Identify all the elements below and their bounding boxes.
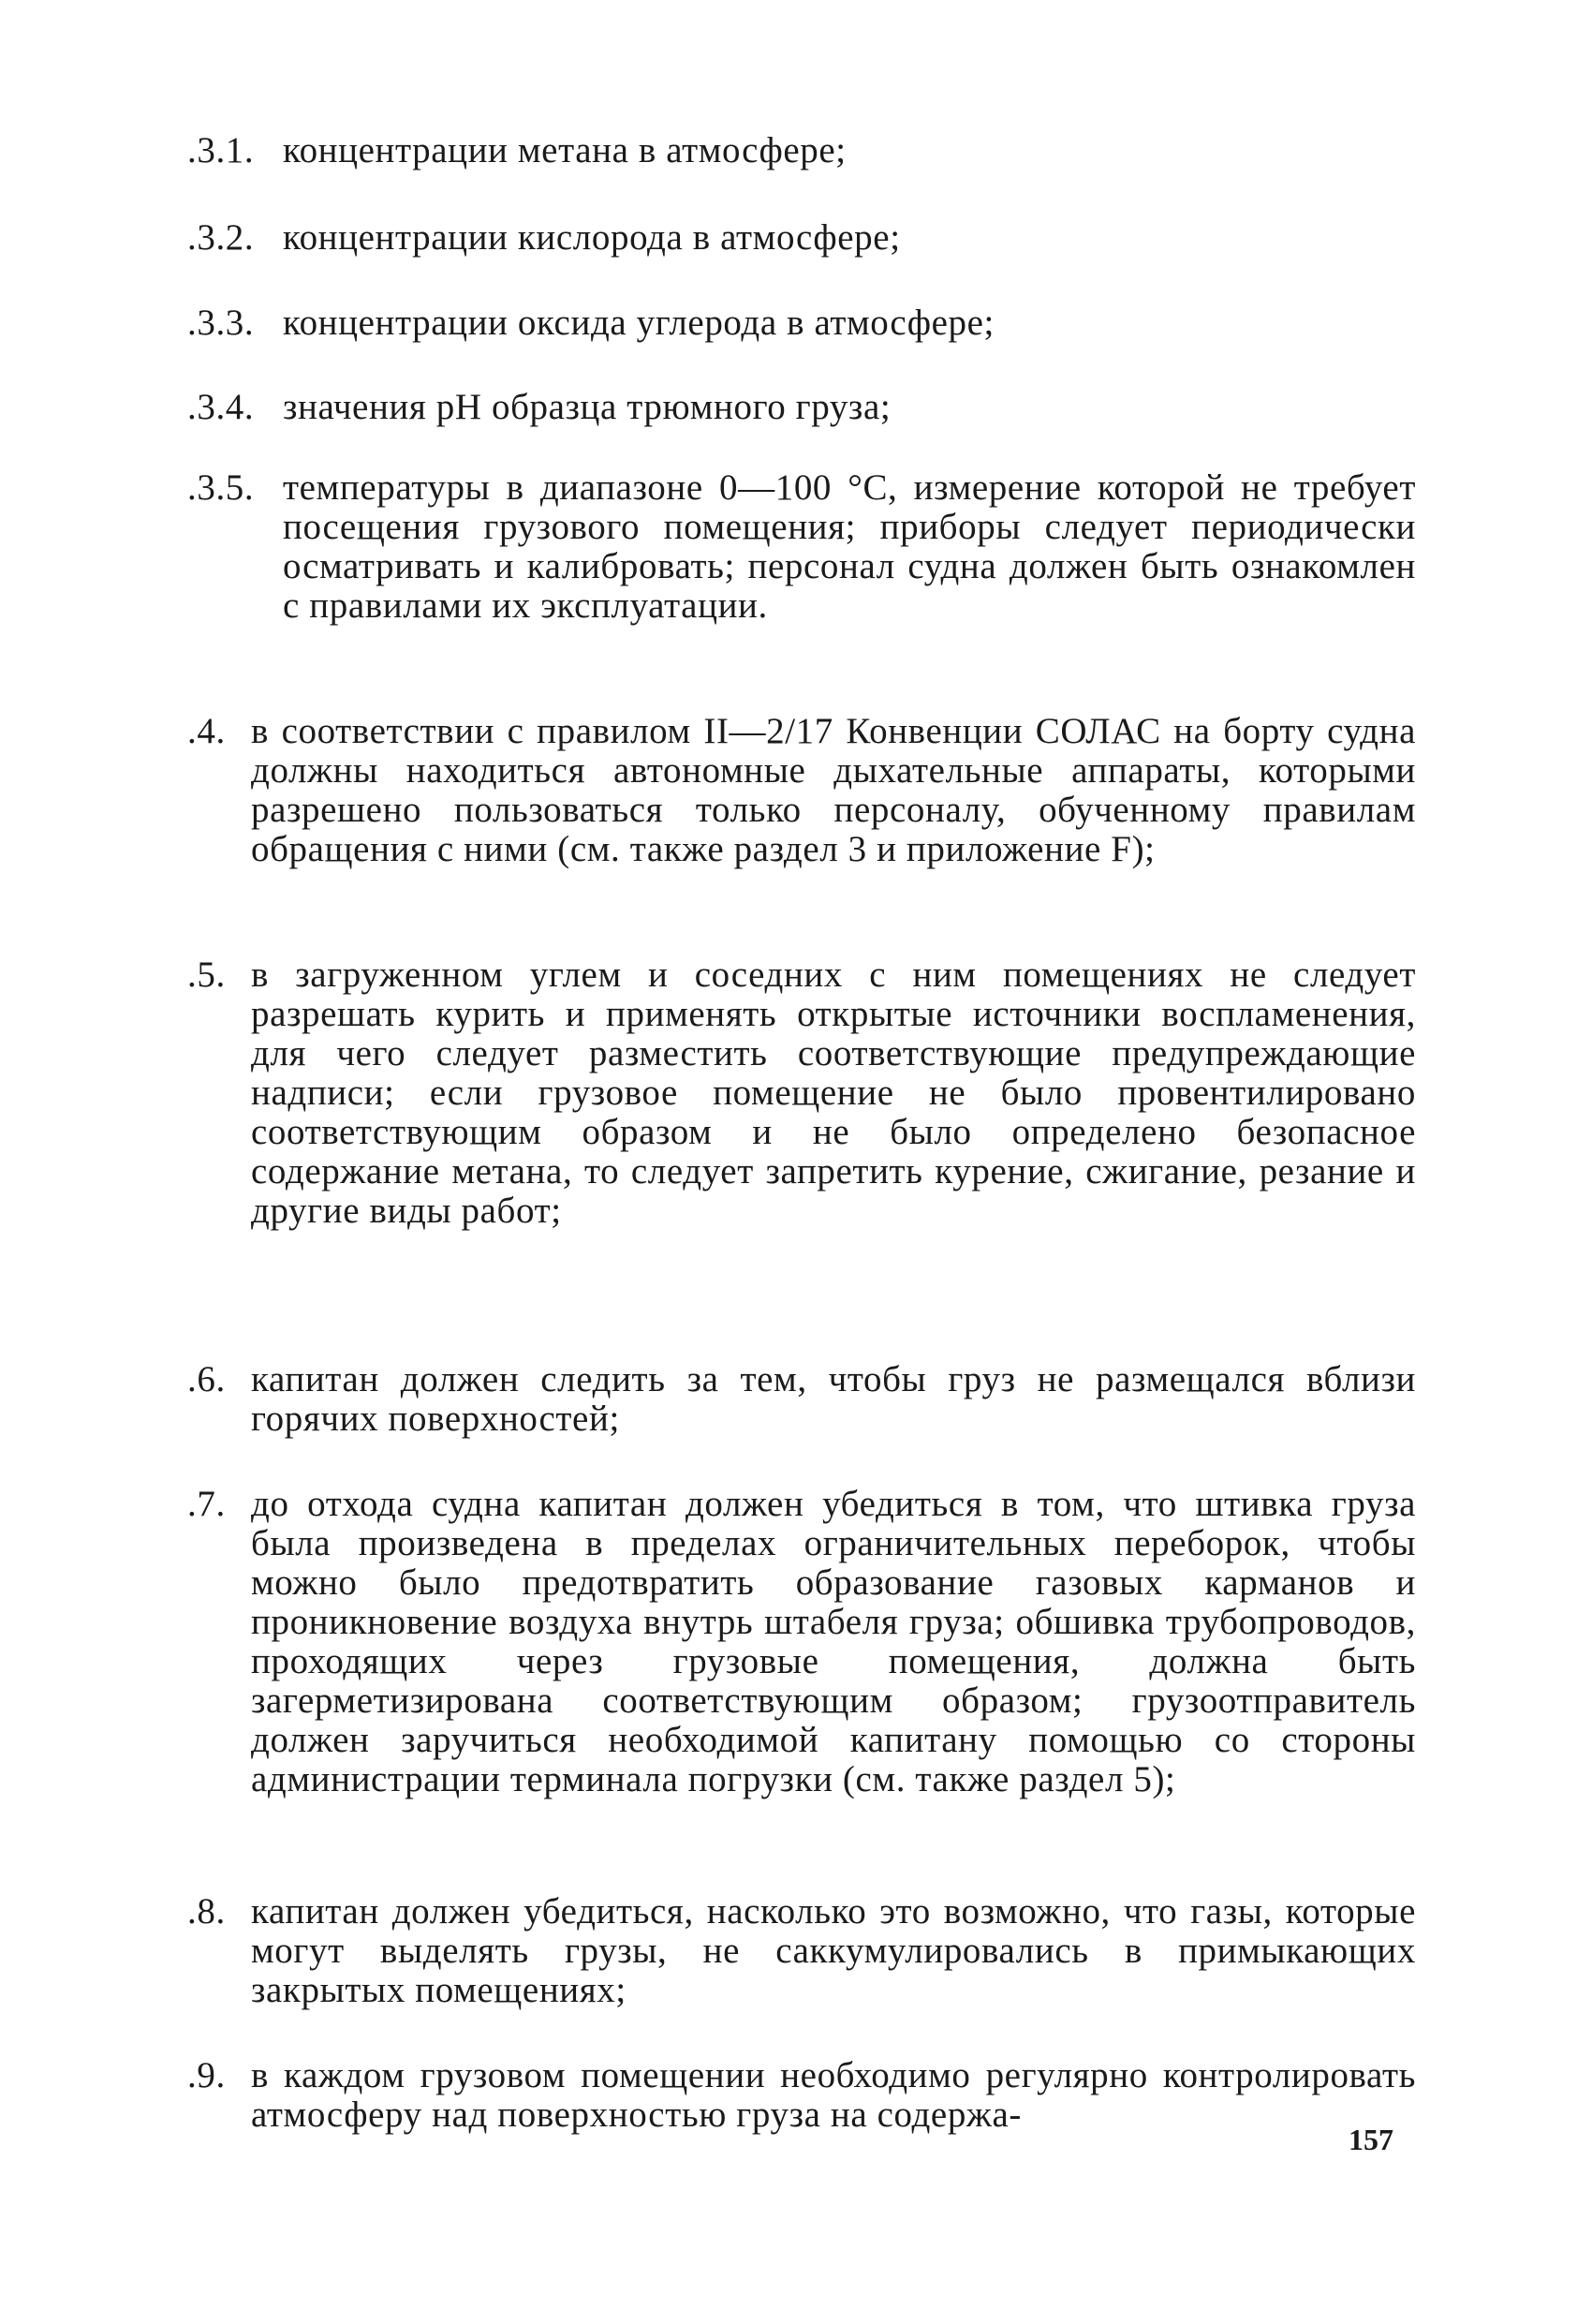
item-text: до отхода судна капитан должен убедиться в том, что штивка груза была произведена в пределах ограничительных переборок, чтобы можно было предотвратить образование газовых карманов и проникновение воздуха внутрь штабеля груза; обшивка трубопроводов, проходящих через грузовые помещения, должна быть загерметизирована соответствующим образом; грузоотправитель должен заручиться необходимой капитану помощью со стороны администрации терминала погрузки (см. также раздел 5); xyxy=(251,1484,1416,1799)
item-number: .5. xyxy=(187,955,226,995)
item-text: концентрации оксида углерода в атмосфере; xyxy=(283,303,995,343)
item-number: .3.3. xyxy=(187,303,255,343)
item-text: капитан должен следить за тем, чтобы груз не размещался вблизи горячих поверхностей; xyxy=(251,1359,1416,1439)
item-text: значения pH образца трюмного груза; xyxy=(283,387,892,427)
item-text: капитан должен убедиться, насколько это возможно, что газы, которые могут выделять грузы, не саккумулировались в примыкающих закрытых помещениях; xyxy=(251,1891,1416,2010)
item-number: .6. xyxy=(187,1359,226,1399)
item-number: .7. xyxy=(187,1484,226,1524)
item-number: .8. xyxy=(187,1891,226,1932)
item-number: .3.5. xyxy=(187,467,255,508)
item-number: .4. xyxy=(187,711,226,751)
item-text: в каждом грузовом помещении необходимо регулярно контролировать атмосферу над поверхностью груза на содержа- xyxy=(251,2055,1416,2135)
item-number: .3.2. xyxy=(187,217,255,258)
item-text: концентрации кислорода в атмосфере; xyxy=(283,217,901,258)
item-number: .3.1. xyxy=(187,130,255,170)
item-number: .3.4. xyxy=(187,387,255,427)
item-number: .9. xyxy=(187,2055,226,2095)
item-text: в соответствии с правилом II—2/17 Конвенции СОЛАС на борту судна должны находиться автономные дыхательные аппараты, которыми разрешено пользоваться только персоналу, обученному правилам обращения с ними (см. также раздел 3 и приложение F); xyxy=(251,711,1416,869)
item-text: концентрации метана в атмосфере; xyxy=(283,130,847,170)
page-number: 157 xyxy=(1349,2123,1393,2156)
item-text: температуры в диапазоне 0—100 °С, измерение которой не требует посещения грузового помещения; приборы следует периодически осматривать и калибровать; персонал судна должен быть ознакомлен с правилами их эксплуатации. xyxy=(283,467,1416,626)
item-text: в загруженном углем и соседних с ним помещениях не следует разрешать курить и применять открытые источники воспламенения, для чего следует разместить соответствующие предупреждающие надписи; если грузовое помещение не было провентилировано соответствующим образом и не было определено безопасное содержание метана, то следует запретить курение, сжигание, резание и другие виды работ; xyxy=(251,955,1416,1231)
